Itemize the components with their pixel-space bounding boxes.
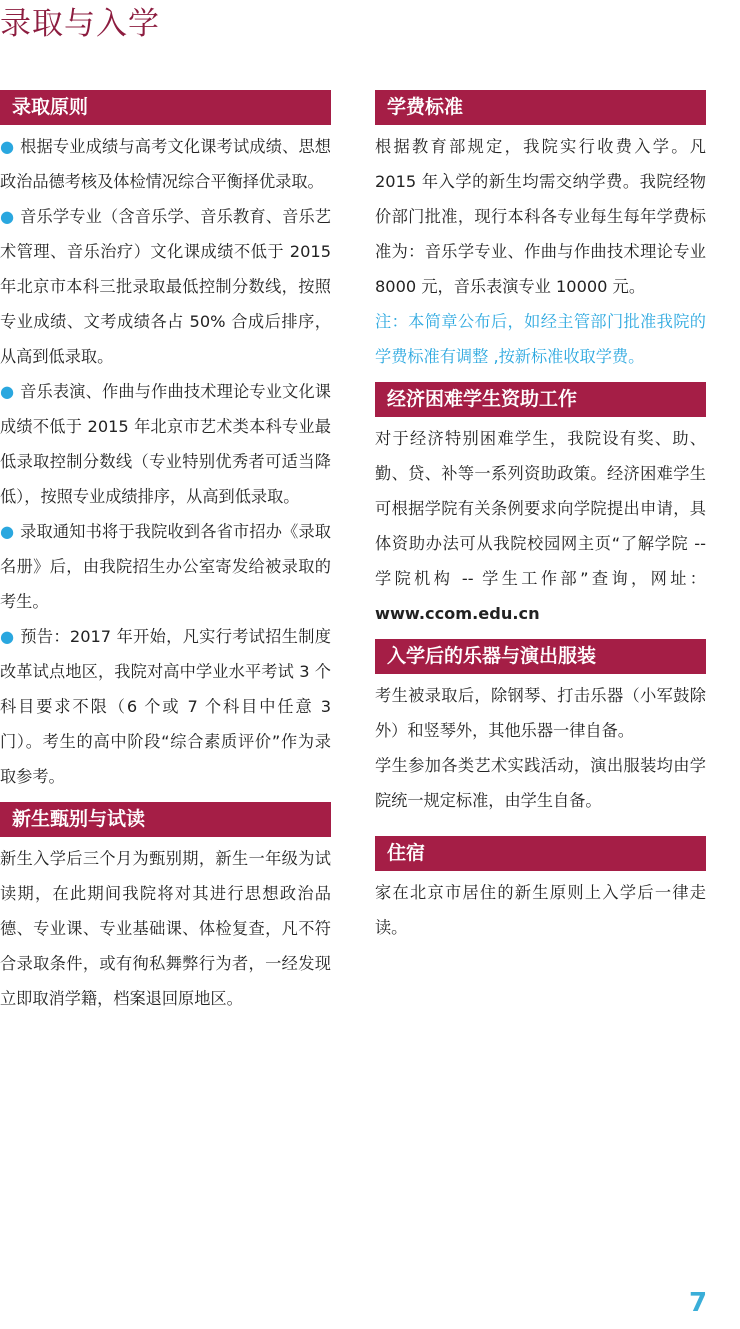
housing-section [375, 836, 706, 945]
left-column [0, 90, 331, 1016]
tuition-note: 注：本简章公布后，如经主管部门批准我院的学费标准有调整 ,按新标准收取学费。 [375, 312, 706, 366]
bullet-dot-icon: ● [0, 382, 15, 401]
financial-aid-section [375, 382, 706, 631]
section-heading-admission-principle: 录取原则 [0, 90, 331, 125]
bullet-item: ● 音乐学专业（含音乐学、音乐教育、音乐艺术管理、音乐治疗）文化课成绩不低于 2015 年北京市本科三批录取最低控制分数线，按照专业成绩、文考成绩各占 50% 合成后排序，从高到低录取。 [0, 199, 331, 374]
tuition-section [375, 90, 706, 374]
right-column [375, 90, 706, 945]
page-title: 录取与入学 [0, 6, 160, 42]
bullet-item: ● 录取通知书将于我院收到各省市招办《录取名册》后，由我院招生办公室寄发给被录取的考生。 [0, 514, 331, 619]
section-heading-tuition: 学费标准 [375, 90, 706, 125]
costume-text: 学生参加各类艺术实践活动，演出服装均由学院统一规定标准，由学生自备。 [375, 756, 706, 810]
page-number: 7 [689, 1288, 708, 1318]
bullet-dot-icon: ● [0, 207, 15, 226]
housing-text: 家在北京市居住的新生原则上入学后一律走读。 [375, 883, 706, 937]
section-heading-instruments: 入学后的乐器与演出服装 [375, 639, 706, 674]
instruments-section [375, 639, 706, 818]
probation-text: 新生入学后三个月为甄别期，新生一年级为试读期，在此期间我院将对其进行思想政治品德、专业课、专业基础课、体检复查，凡不符合录取条件，或有徇私舞弊行为者，一经发现立即取消学籍，档案退回原地区。 [0, 849, 331, 1008]
section-heading-probation: 新生甄别与试读 [0, 802, 331, 837]
website-link[interactable]: www.ccom.edu.cn [375, 604, 540, 623]
bullet-item: ● 预告：2017 年开始，凡实行考试招生制度改革试点地区，我院对高中学业水平考试 3 个科目要求不限（6 个或 7 个科目中任意 3 门）。考生的高中阶段“综合素质评价”作为录取参考。 [0, 619, 331, 794]
tuition-text: 根据教育部规定，我院实行收费入学。凡 2015 年入学的新生均需交纳学费。我院经物价部门批准，现行本科各专业每生每年学费标准为：音乐学专业、作曲与作曲技术理论专业 8000 元，音乐表演专业 10000 元。 [375, 137, 706, 296]
bullet-item: ● 音乐表演、作曲与作曲技术理论专业文化课成绩不低于 2015 年北京市艺术类本科专业最低录取控制分数线（专业特别优秀者可适当降低），按照专业成绩排序，从高到低录取。 [0, 374, 331, 514]
bullet-dot-icon: ● [0, 522, 15, 541]
instruments-text: 考生被录取后，除钢琴、打击乐器（小军鼓除外）和竖琴外，其他乐器一律自备。 [375, 686, 706, 740]
bullet-dot-icon: ● [0, 627, 15, 646]
section-heading-housing: 住宿 [375, 836, 706, 871]
bullet-dot-icon: ● [0, 137, 15, 156]
admission-principle-section [0, 90, 331, 794]
financial-aid-text: 对于经济特别困难学生，我院设有奖、助、勤、贷、补等一系列资助政策。经济困难学生可根据学院有关条例要求向学院提出申请，具体资助办法可从我院校园网主页“了解学院 -- 学院机构 -- 学生工作部”查询，网址：www.ccom.edu.cn [375, 429, 706, 623]
section-heading-financial-aid: 经济困难学生资助工作 [375, 382, 706, 417]
bullet-item: ● 根据专业成绩与高考文化课考试成绩、思想政治品德考核及体检情况综合平衡择优录取。 [0, 129, 331, 199]
probation-section [0, 802, 331, 1016]
